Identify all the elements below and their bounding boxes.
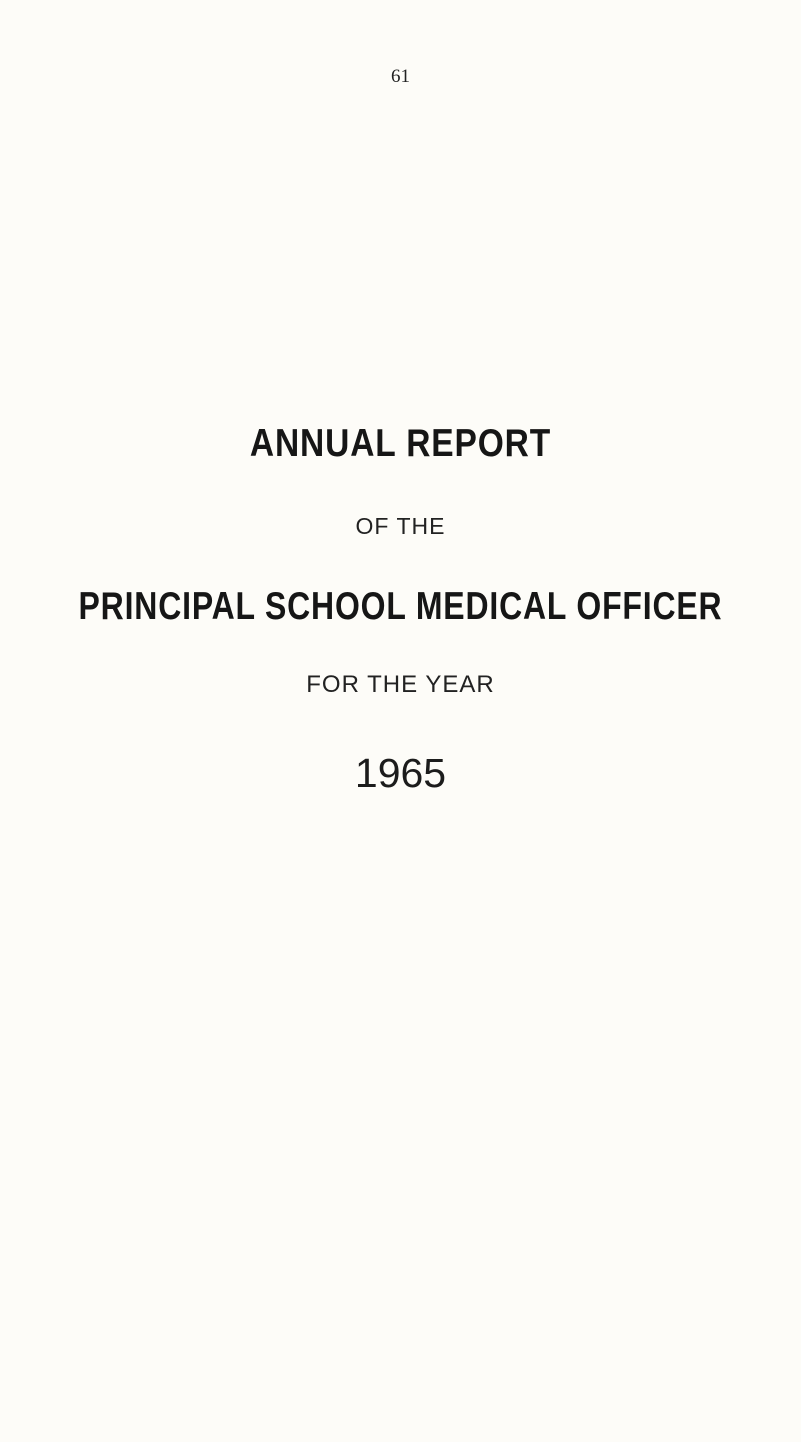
page-number: 61 <box>391 66 410 87</box>
subtitle-for-the-year: FOR THE YEAR <box>306 671 495 698</box>
report-year: 1965 <box>354 750 447 796</box>
officer-title: PRINCIPAL SCHOOL MEDICAL OFFICER <box>78 585 723 628</box>
report-title: ANNUAL REPORT <box>249 422 552 465</box>
subtitle-of-the: OF THE <box>355 513 446 539</box>
